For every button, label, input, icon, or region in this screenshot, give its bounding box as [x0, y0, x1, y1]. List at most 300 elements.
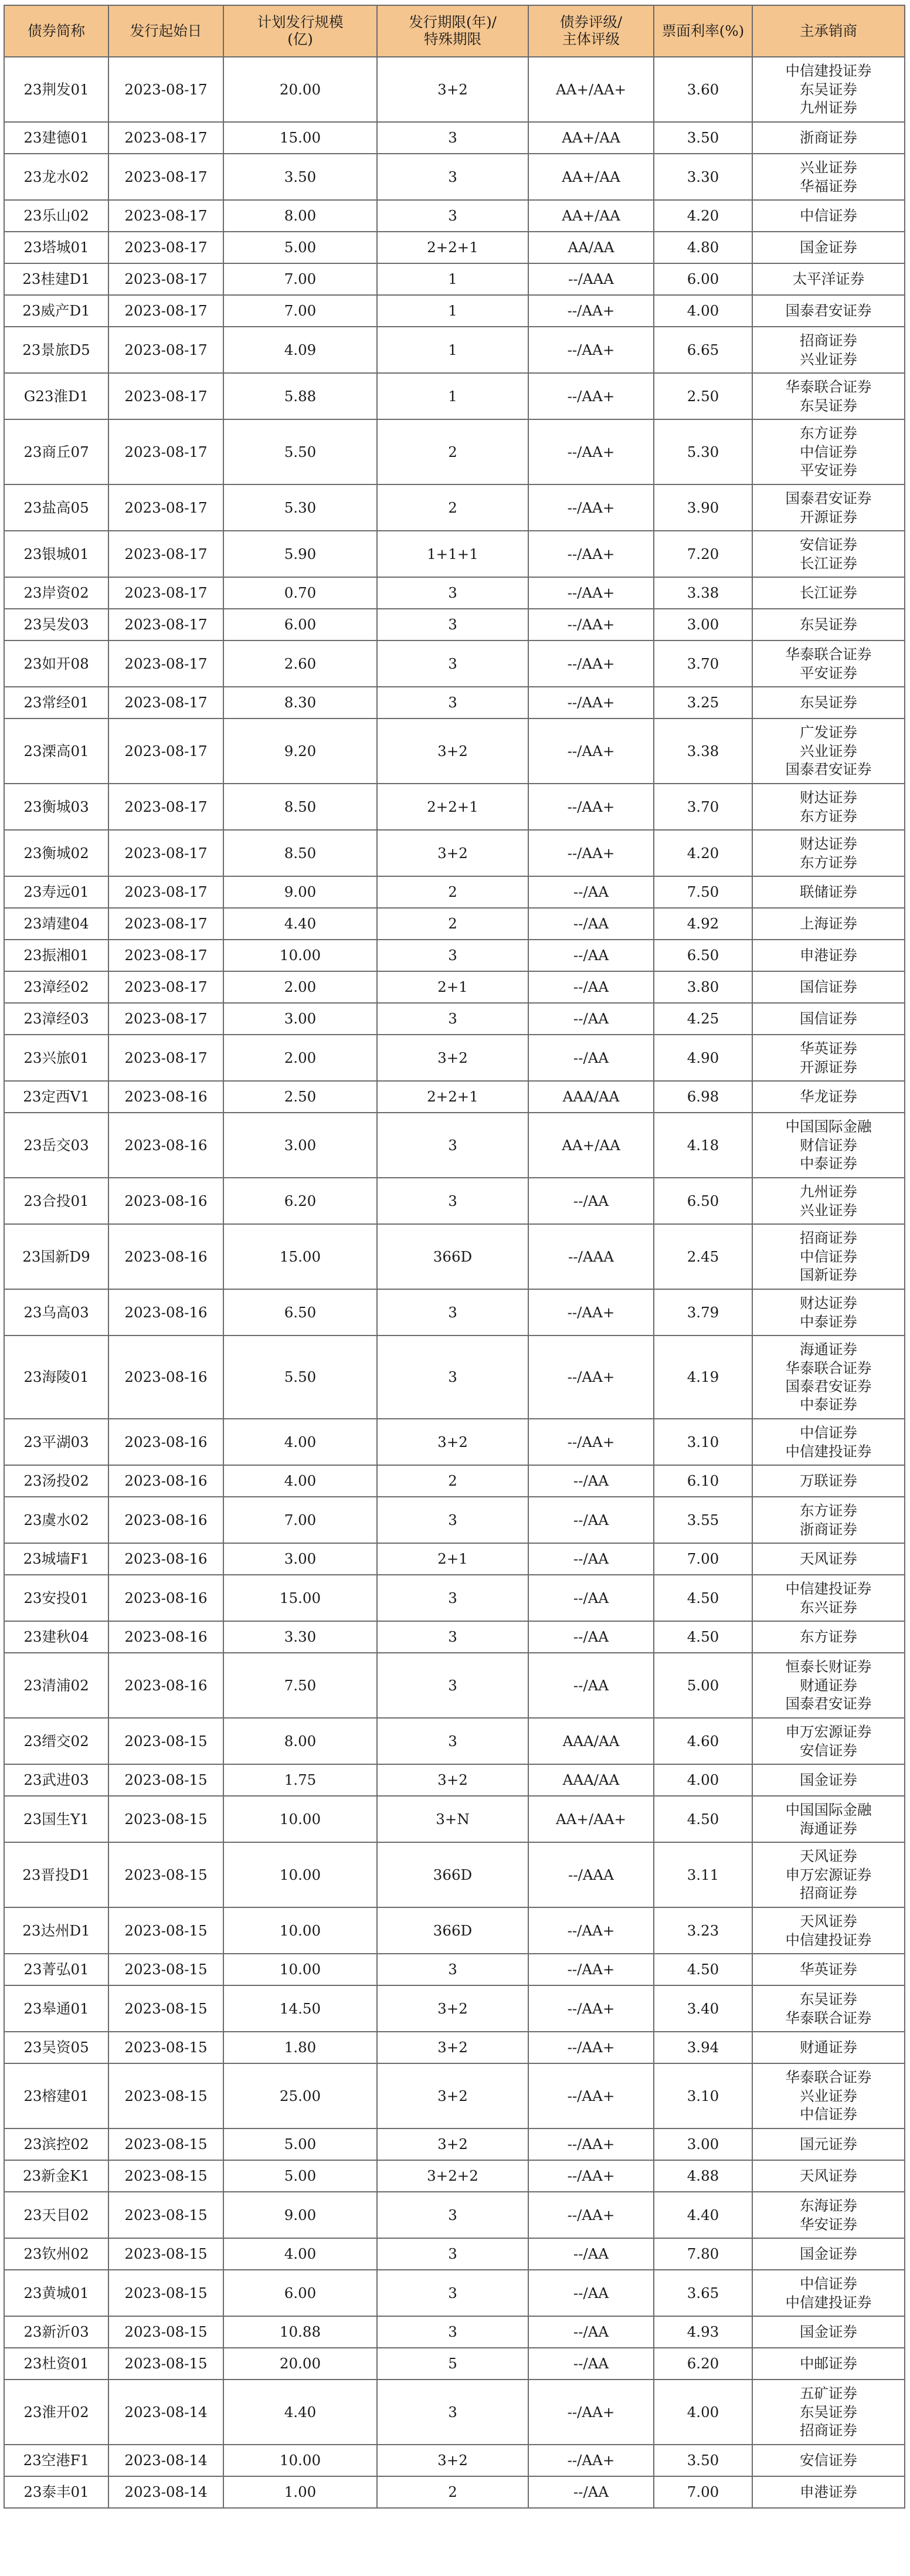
rating-cell: --/AA+ [528, 1985, 654, 2032]
planned-size-cell: 8.30 [223, 687, 377, 718]
planned-size-cell: 7.00 [223, 263, 377, 295]
underwriter-cell: 国金证券 [752, 1764, 905, 1796]
planned-size-cell: 1.00 [223, 2476, 377, 2508]
coupon-rate-cell: 3.10 [654, 1419, 752, 1465]
issue-date-cell: 2023-08-17 [108, 940, 223, 971]
table-row [4, 154, 905, 200]
rating-cell: AAA/AA [528, 1764, 654, 1796]
term-cell: 3 [377, 687, 528, 718]
coupon-rate-cell: 4.50 [654, 1954, 752, 1985]
planned-size-cell: 4.00 [223, 1465, 377, 1497]
issue-date-cell: 2023-08-14 [108, 2476, 223, 2508]
rating-cell: --/AA+ [528, 419, 654, 484]
rating-cell: --/AA [528, 1621, 654, 1653]
underwriter-cell: 华龙证券 [752, 1081, 905, 1113]
planned-size-cell: 4.09 [223, 327, 377, 373]
underwriter-cell: 安信证券 长江证券 [752, 531, 905, 577]
bond-name-cell: 23虞水02 [4, 1497, 108, 1543]
term-cell: 3 [377, 1336, 528, 1419]
underwriter-cell: 财达证券 中泰证券 [752, 1289, 905, 1336]
table-row [4, 577, 905, 609]
term-cell: 3 [377, 609, 528, 640]
term-cell: 3 [377, 122, 528, 154]
issue-date-cell: 2023-08-17 [108, 1003, 223, 1035]
table-row [4, 2348, 905, 2380]
issue-date-cell: 2023-08-16 [108, 1497, 223, 1543]
issue-date-cell: 2023-08-17 [108, 971, 223, 1003]
rating-cell: AA/AA [528, 232, 654, 263]
coupon-rate-cell: 4.60 [654, 1718, 752, 1764]
term-cell: 366D [377, 1907, 528, 1954]
bond-name-cell: 23汤投02 [4, 1465, 108, 1497]
planned-size-cell: 4.00 [223, 2238, 377, 2270]
term-cell: 3+2 [377, 2032, 528, 2063]
term-cell: 3 [377, 1113, 528, 1178]
coupon-rate-cell: 4.00 [654, 2380, 752, 2445]
issue-date-cell: 2023-08-17 [108, 718, 223, 784]
bond-name-cell: 23振湘01 [4, 940, 108, 971]
underwriter-cell: 国金证券 [752, 2316, 905, 2348]
header-issue-date: 发行起始日 [108, 5, 223, 57]
underwriter-cell: 中国国际金融 财信证券 中泰证券 [752, 1113, 905, 1178]
term-cell: 3 [377, 1575, 528, 1621]
issue-date-cell: 2023-08-17 [108, 609, 223, 640]
issue-date-cell: 2023-08-15 [108, 2316, 223, 2348]
issue-date-cell: 2023-08-17 [108, 373, 223, 419]
coupon-rate-cell: 3.70 [654, 640, 752, 687]
issue-date-cell: 2023-08-17 [108, 263, 223, 295]
underwriter-cell: 太平洋证券 [752, 263, 905, 295]
term-cell: 1+1+1 [377, 531, 528, 577]
bond-name-cell: 23桂建D1 [4, 263, 108, 295]
issue-date-cell: 2023-08-17 [108, 687, 223, 718]
term-cell: 3 [377, 2270, 528, 2316]
rating-cell: AA+/AA [528, 122, 654, 154]
coupon-rate-cell: 4.18 [654, 1113, 752, 1178]
coupon-rate-cell: 3.25 [654, 687, 752, 718]
planned-size-cell: 6.20 [223, 1178, 377, 1224]
rating-cell: --/AA [528, 1178, 654, 1224]
coupon-rate-cell: 5.30 [654, 419, 752, 484]
rating-cell: --/AA+ [528, 1954, 654, 1985]
underwriter-cell: 中信建投证券 东兴证券 [752, 1575, 905, 1621]
bond-name-cell: 23淮开02 [4, 2380, 108, 2445]
coupon-rate-cell: 3.79 [654, 1289, 752, 1336]
bond-name-cell: 23如开08 [4, 640, 108, 687]
underwriter-cell: 中信证券 [752, 200, 905, 232]
table-row [4, 2270, 905, 2316]
rating-cell: --/AA [528, 1653, 654, 1718]
issue-date-cell: 2023-08-15 [108, 1954, 223, 1985]
issue-date-cell: 2023-08-14 [108, 2445, 223, 2476]
rating-cell: --/AA+ [528, 2445, 654, 2476]
table-row [4, 1497, 905, 1543]
issue-date-cell: 2023-08-15 [108, 2192, 223, 2238]
issue-date-cell: 2023-08-17 [108, 122, 223, 154]
rating-cell: --/AA [528, 1465, 654, 1497]
table-row [4, 2445, 905, 2476]
term-cell: 2 [377, 419, 528, 484]
issue-date-cell: 2023-08-16 [108, 1178, 223, 1224]
term-cell: 3+2 [377, 57, 528, 122]
issue-date-cell: 2023-08-15 [108, 1718, 223, 1764]
table-row [4, 2160, 905, 2192]
planned-size-cell: 20.00 [223, 57, 377, 122]
term-cell: 3 [377, 1718, 528, 1764]
bond-name-cell: 23兴旅01 [4, 1035, 108, 1081]
bond-name-cell: 23合投01 [4, 1178, 108, 1224]
issue-date-cell: 2023-08-16 [108, 1575, 223, 1621]
underwriter-cell: 财达证券 东方证券 [752, 784, 905, 830]
table-row [4, 1575, 905, 1621]
planned-size-cell: 8.00 [223, 200, 377, 232]
planned-size-cell: 3.00 [223, 1003, 377, 1035]
table-row [4, 484, 905, 531]
coupon-rate-cell: 7.50 [654, 876, 752, 908]
rating-cell: --/AA+ [528, 830, 654, 876]
term-cell: 1 [377, 263, 528, 295]
table-row [4, 1653, 905, 1718]
bond-name-cell: 23岳交03 [4, 1113, 108, 1178]
bond-name-cell: 23吴资05 [4, 2032, 108, 2063]
bond-name-cell: 23国生Y1 [4, 1796, 108, 1842]
issue-date-cell: 2023-08-17 [108, 200, 223, 232]
planned-size-cell: 3.30 [223, 1621, 377, 1653]
planned-size-cell: 8.50 [223, 784, 377, 830]
bond-name-cell: 23武进03 [4, 1764, 108, 1796]
rating-cell: AA+/AA+ [528, 1796, 654, 1842]
bond-name-cell: 23清浦02 [4, 1653, 108, 1718]
coupon-rate-cell: 7.00 [654, 2476, 752, 2508]
bond-name-cell: 23岸资02 [4, 577, 108, 609]
underwriter-cell: 中邮证券 [752, 2348, 905, 2380]
table-row [4, 1907, 905, 1954]
coupon-rate-cell: 4.93 [654, 2316, 752, 2348]
rating-cell: --/AA+ [528, 609, 654, 640]
underwriter-cell: 国金证券 [752, 232, 905, 263]
term-cell: 366D [377, 1224, 528, 1289]
planned-size-cell: 10.00 [223, 1907, 377, 1954]
table-row [4, 908, 905, 940]
planned-size-cell: 4.00 [223, 1419, 377, 1465]
underwriter-cell: 国泰君安证券 [752, 295, 905, 327]
header-term: 发行期限(年)/ 特殊期限 [377, 5, 528, 57]
term-cell: 3 [377, 1178, 528, 1224]
planned-size-cell: 7.00 [223, 295, 377, 327]
table-row [4, 1764, 905, 1796]
planned-size-cell: 6.50 [223, 1289, 377, 1336]
table-row [4, 122, 905, 154]
issue-date-cell: 2023-08-17 [108, 327, 223, 373]
rating-cell: --/AA+ [528, 484, 654, 531]
planned-size-cell: 25.00 [223, 2063, 377, 2128]
bond-name-cell: 23空港F1 [4, 2445, 108, 2476]
underwriter-cell: 申万宏源证券 安信证券 [752, 1718, 905, 1764]
rating-cell: --/AA+ [528, 373, 654, 419]
planned-size-cell: 10.00 [223, 1796, 377, 1842]
term-cell: 2 [377, 1465, 528, 1497]
table-row [4, 2476, 905, 2508]
underwriter-cell: 华泰联合证券 平安证券 [752, 640, 905, 687]
underwriter-cell: 财通证券 [752, 2032, 905, 2063]
issue-date-cell: 2023-08-17 [108, 640, 223, 687]
underwriter-cell: 国元证券 [752, 2128, 905, 2160]
underwriter-cell: 东吴证券 [752, 687, 905, 718]
term-cell: 3+2 [377, 1985, 528, 2032]
table-row [4, 2192, 905, 2238]
planned-size-cell: 10.00 [223, 1842, 377, 1907]
issue-date-cell: 2023-08-17 [108, 531, 223, 577]
underwriter-cell: 申港证券 [752, 2476, 905, 2508]
term-cell: 3+2 [377, 1419, 528, 1465]
header-rating: 债券评级/ 主体评级 [528, 5, 654, 57]
coupon-rate-cell: 7.00 [654, 1543, 752, 1575]
bond-name-cell: 23荆发01 [4, 57, 108, 122]
table-row [4, 2380, 905, 2445]
bond-name-cell: 23乐山02 [4, 200, 108, 232]
coupon-rate-cell: 6.98 [654, 1081, 752, 1113]
bond-name-cell: 23威产D1 [4, 295, 108, 327]
planned-size-cell: 3.00 [223, 1543, 377, 1575]
bond-name-cell: 23建秋04 [4, 1621, 108, 1653]
table-row [4, 57, 905, 122]
issue-date-cell: 2023-08-17 [108, 419, 223, 484]
rating-cell: --/AA+ [528, 531, 654, 577]
rating-cell: --/AA+ [528, 295, 654, 327]
coupon-rate-cell: 4.88 [654, 2160, 752, 2192]
planned-size-cell: 20.00 [223, 2348, 377, 2380]
bond-name-cell: 23建德01 [4, 122, 108, 154]
issue-date-cell: 2023-08-16 [108, 1289, 223, 1336]
table-row [4, 2063, 905, 2128]
rating-cell: --/AA+ [528, 2128, 654, 2160]
coupon-rate-cell: 3.50 [654, 2445, 752, 2476]
underwriter-cell: 兴业证券 华福证券 [752, 154, 905, 200]
term-cell: 3+N [377, 1796, 528, 1842]
table-row [4, 2128, 905, 2160]
term-cell: 3+2 [377, 2063, 528, 2128]
planned-size-cell: 7.50 [223, 1653, 377, 1718]
term-cell: 3 [377, 1497, 528, 1543]
planned-size-cell: 9.20 [223, 718, 377, 784]
bond-name-cell: 23泰丰01 [4, 2476, 108, 2508]
table-row [4, 1796, 905, 1842]
table-row [4, 2316, 905, 2348]
table-row [4, 1081, 905, 1113]
coupon-rate-cell: 6.20 [654, 2348, 752, 2380]
coupon-rate-cell: 4.19 [654, 1336, 752, 1419]
term-cell: 3+2 [377, 2128, 528, 2160]
term-cell: 2+2+1 [377, 232, 528, 263]
table-row [4, 232, 905, 263]
underwriter-cell: 华英证券 开源证券 [752, 1035, 905, 1081]
issue-date-cell: 2023-08-15 [108, 1985, 223, 2032]
term-cell: 3+2 [377, 2445, 528, 2476]
table-row [4, 1224, 905, 1289]
term-cell: 3+2 [377, 718, 528, 784]
coupon-rate-cell: 4.80 [654, 232, 752, 263]
term-cell: 2 [377, 2476, 528, 2508]
underwriter-cell: 联储证券 [752, 876, 905, 908]
planned-size-cell: 1.75 [223, 1764, 377, 1796]
table-row [4, 295, 905, 327]
planned-size-cell: 1.80 [223, 2032, 377, 2063]
planned-size-cell: 2.50 [223, 1081, 377, 1113]
coupon-rate-cell: 3.23 [654, 1907, 752, 1954]
planned-size-cell: 5.50 [223, 1336, 377, 1419]
issue-date-cell: 2023-08-17 [108, 1035, 223, 1081]
term-cell: 3 [377, 640, 528, 687]
table-row [4, 940, 905, 971]
rating-cell: --/AA+ [528, 718, 654, 784]
table-row [4, 263, 905, 295]
bond-name-cell: G23淮D1 [4, 373, 108, 419]
rating-cell: --/AA+ [528, 2032, 654, 2063]
header-row [4, 5, 905, 57]
table-row [4, 1178, 905, 1224]
coupon-rate-cell: 4.40 [654, 2192, 752, 2238]
table-row [4, 1621, 905, 1653]
underwriter-cell: 东方证券 中信证券 平安证券 [752, 419, 905, 484]
table-row [4, 1985, 905, 2032]
issue-date-cell: 2023-08-17 [108, 484, 223, 531]
planned-size-cell: 10.00 [223, 1954, 377, 1985]
planned-size-cell: 10.88 [223, 2316, 377, 2348]
coupon-rate-cell: 3.65 [654, 2270, 752, 2316]
planned-size-cell: 9.00 [223, 2192, 377, 2238]
bond-name-cell: 23城墙F1 [4, 1543, 108, 1575]
bond-name-cell: 23定西V1 [4, 1081, 108, 1113]
term-cell: 3+2+2 [377, 2160, 528, 2192]
bond-name-cell: 23漳经03 [4, 1003, 108, 1035]
term-cell: 2+2+1 [377, 784, 528, 830]
underwriter-cell: 东海证券 华安证券 [752, 2192, 905, 2238]
underwriter-cell: 招商证券 兴业证券 [752, 327, 905, 373]
planned-size-cell: 8.50 [223, 830, 377, 876]
issue-date-cell: 2023-08-17 [108, 577, 223, 609]
term-cell: 2 [377, 484, 528, 531]
rating-cell: --/AA [528, 1035, 654, 1081]
coupon-rate-cell: 3.70 [654, 784, 752, 830]
planned-size-cell: 0.70 [223, 577, 377, 609]
planned-size-cell: 8.00 [223, 1718, 377, 1764]
bond-name-cell: 23菁弘01 [4, 1954, 108, 1985]
underwriter-cell: 华泰联合证券 兴业证券 中信证券 [752, 2063, 905, 2128]
bond-name-cell: 23盐高05 [4, 484, 108, 531]
planned-size-cell: 6.00 [223, 2270, 377, 2316]
coupon-rate-cell: 4.00 [654, 1764, 752, 1796]
planned-size-cell: 10.00 [223, 2445, 377, 2476]
planned-size-cell: 3.50 [223, 154, 377, 200]
term-cell: 1 [377, 327, 528, 373]
table-row [4, 419, 905, 484]
issue-date-cell: 2023-08-17 [108, 57, 223, 122]
underwriter-cell: 中信证券 中信建投证券 [752, 1419, 905, 1465]
coupon-rate-cell: 6.65 [654, 327, 752, 373]
coupon-rate-cell: 3.30 [654, 154, 752, 200]
table-row [4, 1419, 905, 1465]
underwriter-cell: 申港证券 [752, 940, 905, 971]
table-row [4, 830, 905, 876]
rating-cell: --/AA+ [528, 577, 654, 609]
term-cell: 3 [377, 1621, 528, 1653]
table-row [4, 1718, 905, 1764]
underwriter-cell: 广发证券 兴业证券 国泰君安证券 [752, 718, 905, 784]
coupon-rate-cell: 7.20 [654, 531, 752, 577]
term-cell: 3+2 [377, 1764, 528, 1796]
table-row [4, 971, 905, 1003]
bond-name-cell: 23乌高03 [4, 1289, 108, 1336]
underwriter-cell: 天风证券 [752, 2160, 905, 2192]
bond-issuance-table [4, 5, 905, 2509]
rating-cell: --/AA+ [528, 2063, 654, 2128]
bond-name-cell: 23国新D9 [4, 1224, 108, 1289]
issue-date-cell: 2023-08-17 [108, 908, 223, 940]
rating-cell: --/AAA [528, 1224, 654, 1289]
rating-cell: --/AA [528, 971, 654, 1003]
underwriter-cell: 东吴证券 华泰联合证券 [752, 1985, 905, 2032]
bond-name-cell: 23滨控02 [4, 2128, 108, 2160]
coupon-rate-cell: 3.40 [654, 1985, 752, 2032]
issue-date-cell: 2023-08-14 [108, 2380, 223, 2445]
rating-cell: AA+/AA [528, 154, 654, 200]
rating-cell: --/AA [528, 1497, 654, 1543]
term-cell: 366D [377, 1842, 528, 1907]
planned-size-cell: 5.90 [223, 531, 377, 577]
table-row [4, 1113, 905, 1178]
issue-date-cell: 2023-08-15 [108, 1842, 223, 1907]
coupon-rate-cell: 3.90 [654, 484, 752, 531]
rating-cell: --/AA [528, 2348, 654, 2380]
issue-date-cell: 2023-08-17 [108, 830, 223, 876]
table-row [4, 1842, 905, 1907]
underwriter-cell: 中信建投证券 东吴证券 九州证券 [752, 57, 905, 122]
term-cell: 1 [377, 373, 528, 419]
underwriter-cell: 海通证券 华泰联合证券 国泰君安证券 中泰证券 [752, 1336, 905, 1419]
term-cell: 3 [377, 2192, 528, 2238]
rating-cell: --/AA [528, 2238, 654, 2270]
bond-name-cell: 23银城01 [4, 531, 108, 577]
coupon-rate-cell: 6.10 [654, 1465, 752, 1497]
rating-cell: --/AA+ [528, 687, 654, 718]
term-cell: 2+1 [377, 971, 528, 1003]
term-cell: 3+2 [377, 830, 528, 876]
table-row [4, 1336, 905, 1419]
coupon-rate-cell: 3.10 [654, 2063, 752, 2128]
underwriter-cell: 财达证券 东方证券 [752, 830, 905, 876]
planned-size-cell: 6.00 [223, 609, 377, 640]
issue-date-cell: 2023-08-16 [108, 1621, 223, 1653]
planned-size-cell: 9.00 [223, 876, 377, 908]
issue-date-cell: 2023-08-15 [108, 2348, 223, 2380]
bond-name-cell: 23衡城02 [4, 830, 108, 876]
coupon-rate-cell: 3.80 [654, 971, 752, 1003]
underwriter-cell: 东吴证券 [752, 609, 905, 640]
coupon-rate-cell: 4.90 [654, 1035, 752, 1081]
bond-name-cell: 23景旅D5 [4, 327, 108, 373]
rating-cell: AA+/AA+ [528, 57, 654, 122]
issue-date-cell: 2023-08-16 [108, 1653, 223, 1718]
planned-size-cell: 5.00 [223, 2128, 377, 2160]
header-bond-name: 债券简称 [4, 5, 108, 57]
table-row [4, 1465, 905, 1497]
issue-date-cell: 2023-08-15 [108, 2270, 223, 2316]
bond-name-cell: 23达州D1 [4, 1907, 108, 1954]
coupon-rate-cell: 4.50 [654, 1796, 752, 1842]
term-cell: 2+1 [377, 1543, 528, 1575]
issue-date-cell: 2023-08-17 [108, 784, 223, 830]
term-cell: 3 [377, 1653, 528, 1718]
